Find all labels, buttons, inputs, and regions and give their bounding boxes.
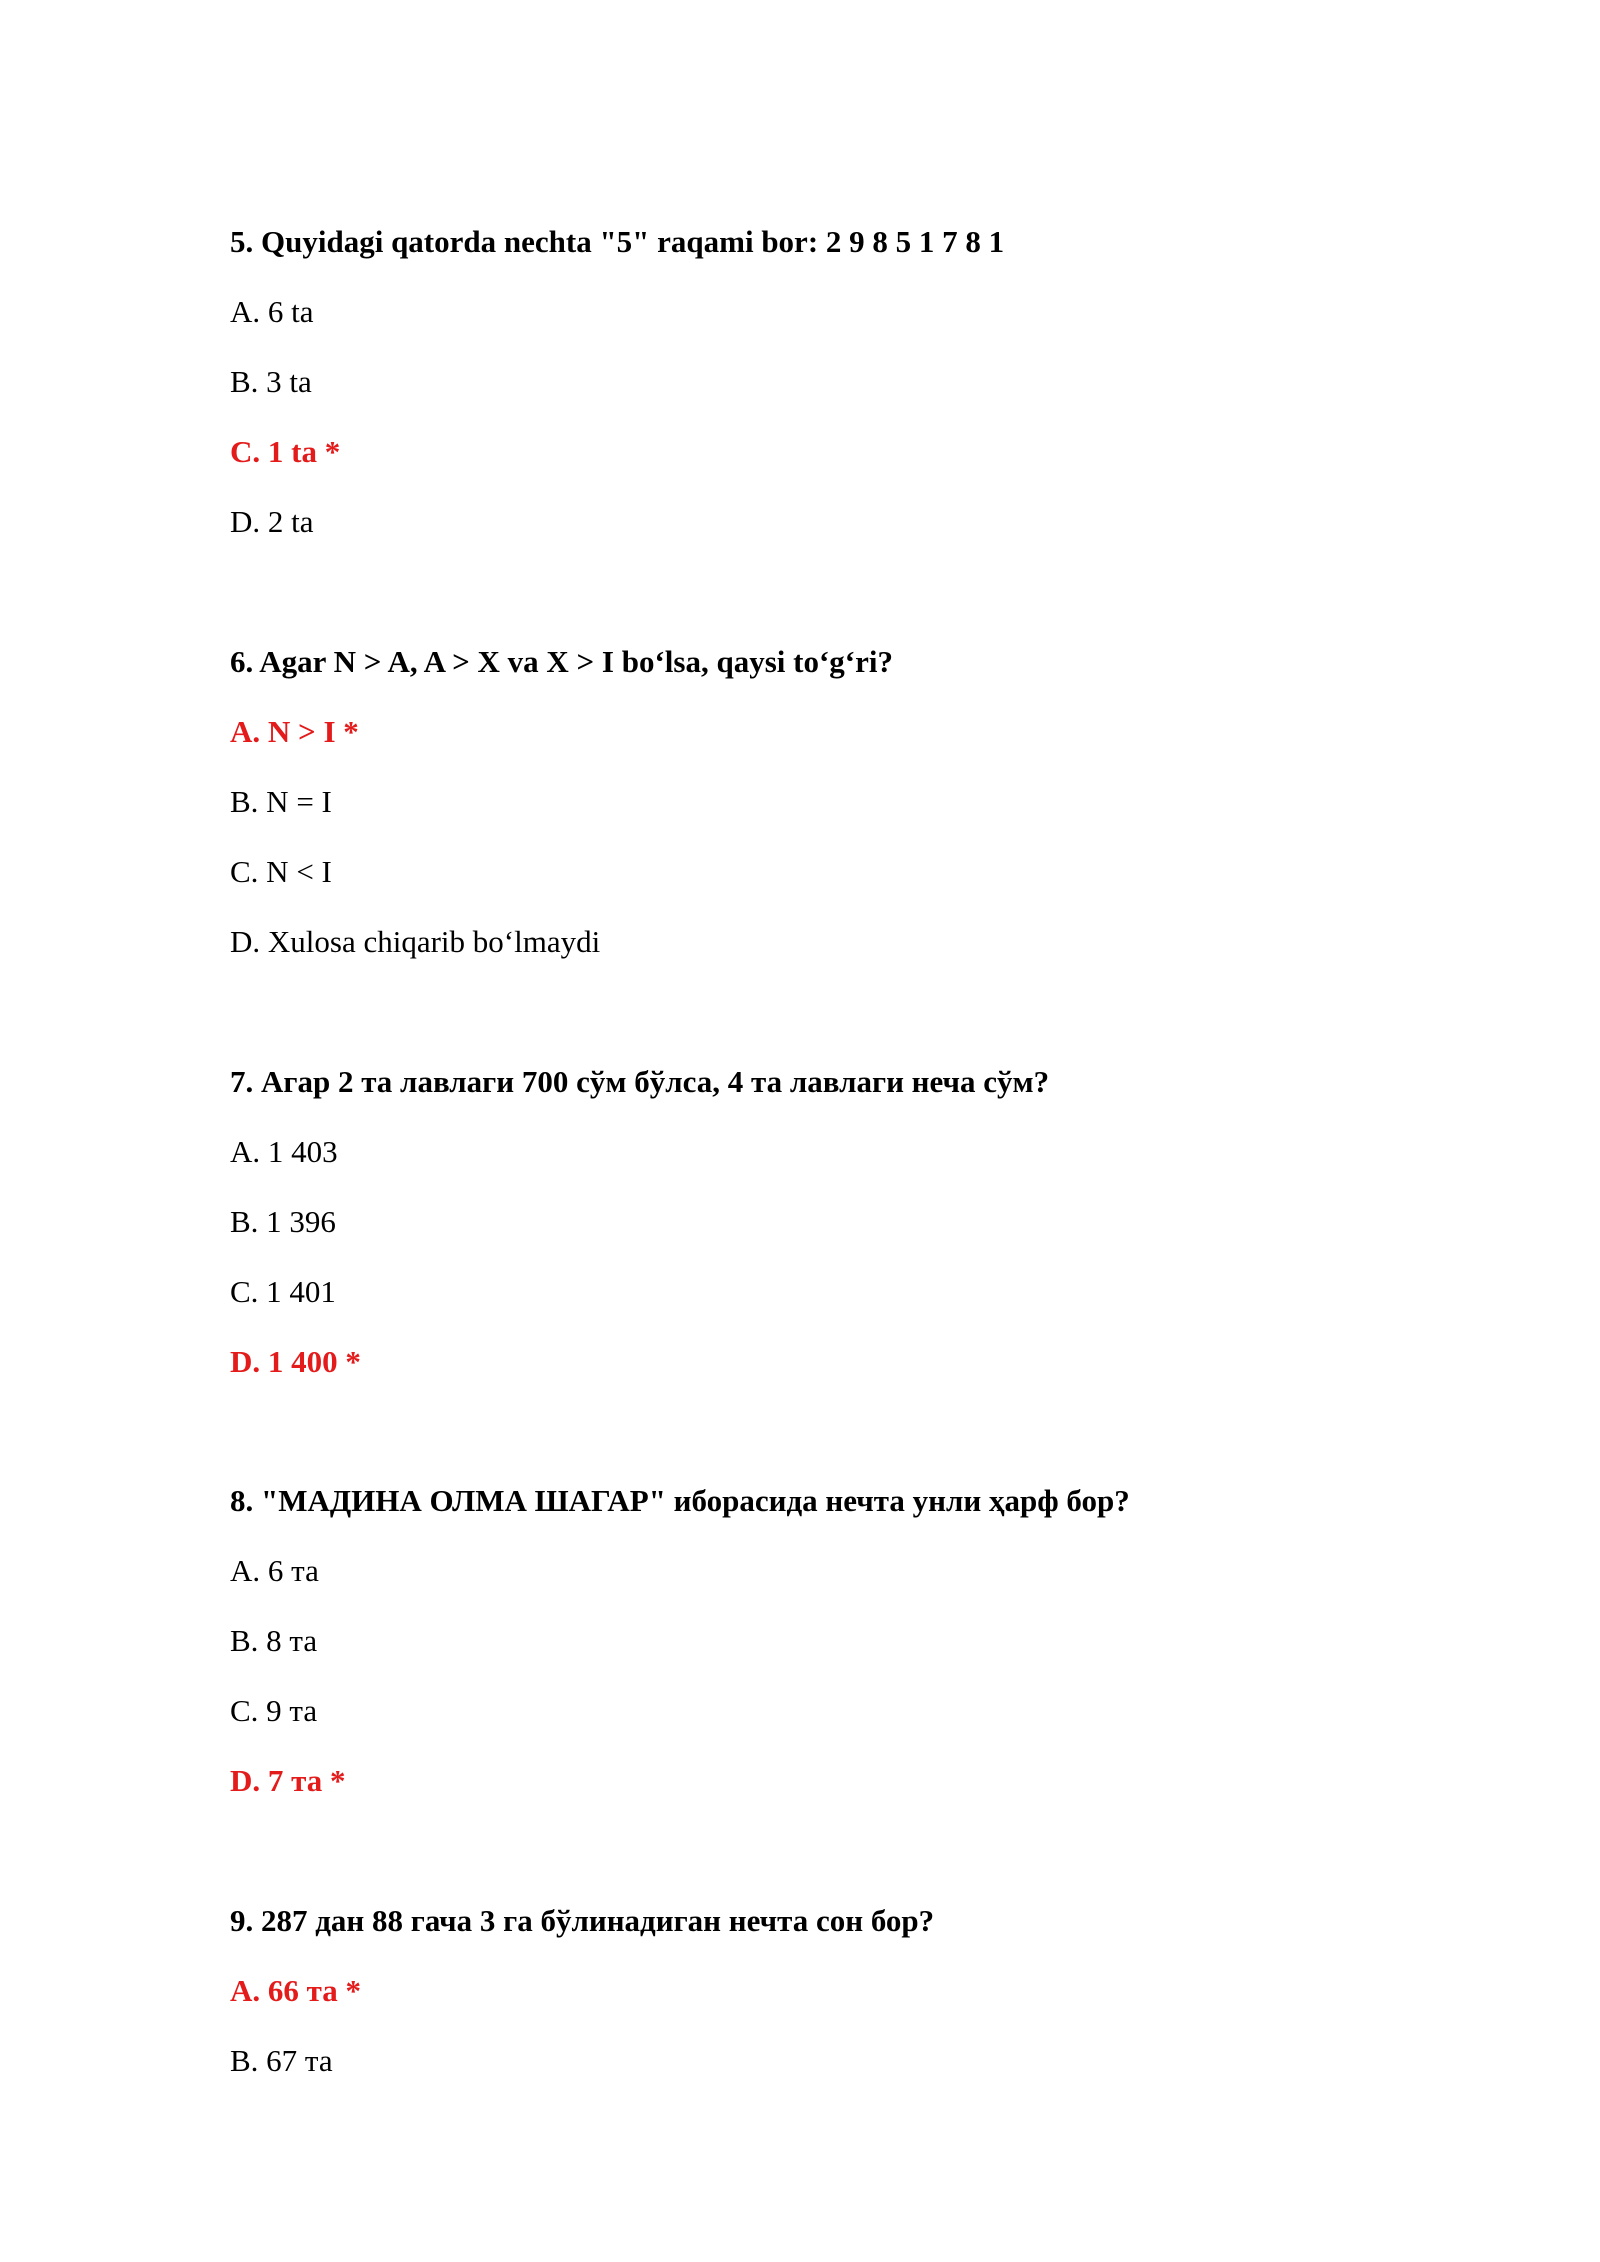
option-b: B. 8 та [230,1623,318,1658]
option-d: D. 2 ta [230,504,314,539]
question-5 [230,224,1530,574]
option-c: C. 9 та [230,1693,318,1728]
option-b: B. 3 ta [230,364,312,399]
question-title: 5. Quyidagi qatorda nechta "5" raqami bor: 2 9 8 5 1 7 8 1 [230,224,1005,259]
option-b: B. 1 396 [230,1204,336,1239]
option-a: A. 6 ta [230,294,314,329]
option-a: A. 6 та [230,1553,319,1588]
option-b: B. N = I [230,784,332,819]
question-8 [230,1483,1530,1833]
option-d-correct: D. 1 400 * [230,1344,361,1379]
question-9 [230,1903,1530,2113]
option-a-correct: A. N > I * [230,714,359,749]
option-b: B. 67 та [230,2043,333,2078]
option-c: C. N < I [230,854,332,889]
question-title: 6. Agar N > A, A > X va X > I bo‘lsa, qaysi to‘g‘ri? [230,644,893,679]
option-d: D. Xulosa chiqarib bo‘lmaydi [230,924,601,959]
option-d-correct: D. 7 та * [230,1763,346,1798]
option-c: C. 1 401 [230,1274,336,1309]
question-title: 8. "МАДИНА ОЛМА ШАГАР" иборасида нечта унли ҳарф бор? [230,1483,1130,1518]
option-a: A. 1 403 [230,1134,338,1169]
option-c-correct: C. 1 ta * [230,434,341,469]
question-6 [230,644,1530,994]
question-title: 9. 287 дан 88 гача 3 га бўлинадиган нечта сон бор? [230,1903,935,1938]
question-title: 7. Агар 2 та лавлаги 700 сўм бўлса, 4 та лавлаги неча сўм? [230,1064,1050,1099]
option-a-correct: A. 66 та * [230,1973,361,2008]
question-7 [230,1064,1530,1414]
